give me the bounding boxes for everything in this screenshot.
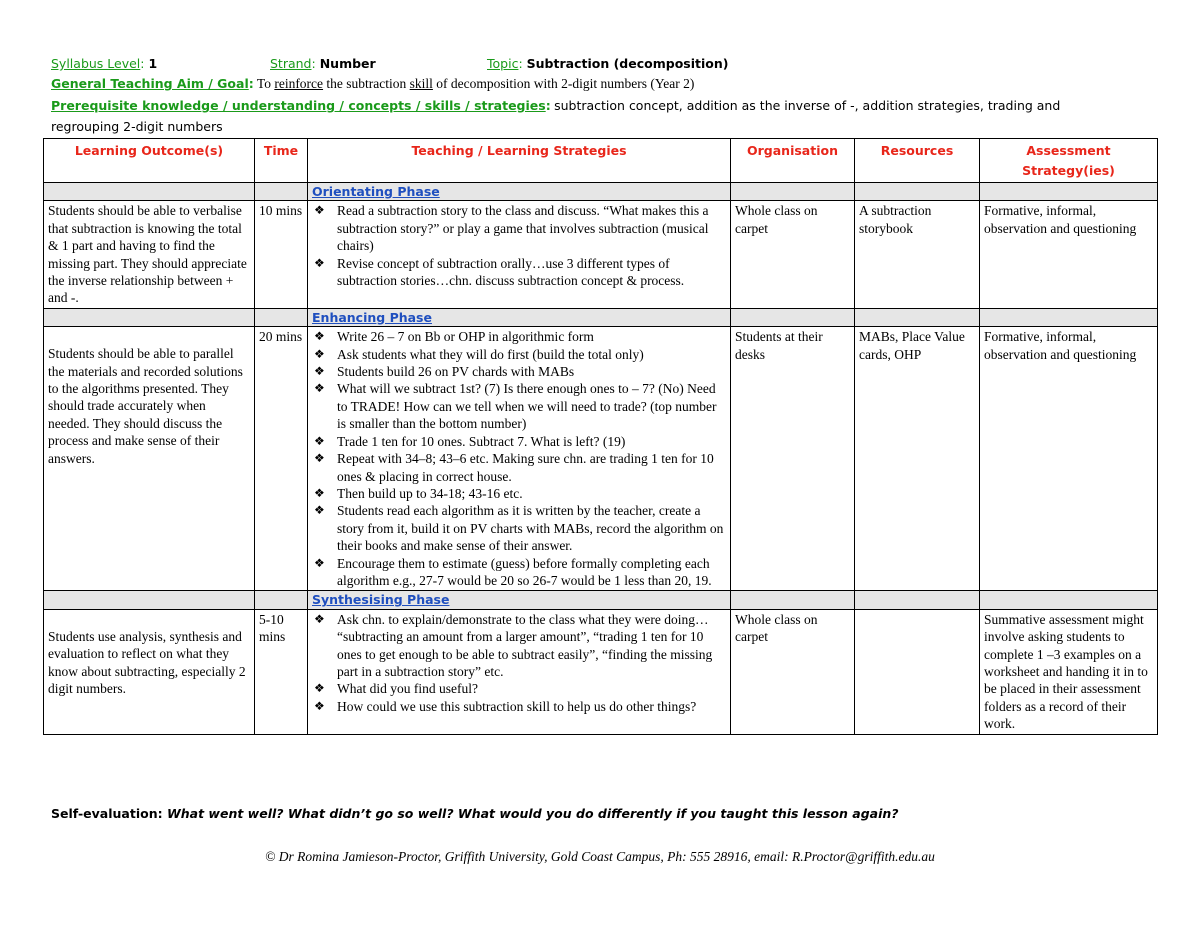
prereq-label: Prerequisite knowledge / understanding / concepts / skills / strategies [51, 98, 546, 113]
table-header-row [44, 139, 1158, 183]
phase-label: Enhancing Phase [312, 309, 432, 325]
time-cell: 10 mins [255, 201, 308, 308]
syllabus-value: 1 [148, 56, 158, 71]
lesson-plan-table [43, 138, 1158, 735]
col-strategies: Teaching / Learning Strategies [308, 139, 731, 183]
list-item: ❖ Revise concept of subtraction orally…use 3 different types of subtraction stories…chn. discuss subtraction concept & process. [314, 255, 685, 289]
time-cell: 20 mins [255, 327, 308, 591]
topic-label: Topic [487, 56, 519, 71]
list-item: ❖ What did you find useful? [314, 681, 478, 697]
list-item: ❖ Ask students what they will do first (build the total only) [314, 346, 644, 362]
organisation-cell: Whole class on carpet [731, 201, 855, 308]
phase-row-enhancing [44, 308, 1158, 326]
col-assessment: Assessment Strategy(ies) [980, 139, 1158, 183]
outcome-cell: Students use analysis, synthesis and evaluation to reflect on what they know about subtracting, especially 2 digit numbers. [44, 609, 255, 734]
footer-copyright: © Dr Romina Jamieson-Proctor, Griffith University, Gold Coast Campus, Ph: 555 28916, email: R.Proctor@griffith.edu.au [265, 849, 935, 864]
prerequisite: Prerequisite knowledge / understanding / concepts / skills / strategies: subtraction concept, addition as the inverse of -, addition strategies, trading and [51, 98, 1061, 113]
outcome-cell: Students should be able to verbalise that subtraction is knowing the total & 1 part and having to find the missing part. They should appreciate the inverse relationship between + and -. [44, 201, 255, 308]
strand-value: Number [319, 56, 376, 71]
list-item: ❖ Ask chn. to explain/demonstrate to the class what they were doing… “subtracting an amount from a larger amount”, “trading 1 ten for 10 ones to get enough to be able to subtract easily”, “finding the missing part in a subtraction story” etc. [314, 611, 713, 679]
diamond-bullet-icon: ❖ [314, 346, 325, 361]
list-item: ❖ How could we use this subtraction skill to help us do other things? [314, 698, 697, 714]
diamond-bullet-icon: ❖ [314, 485, 325, 500]
diamond-bullet-icon: ❖ [314, 503, 325, 518]
aim-word-skill: skill [409, 76, 433, 91]
phase-row-synthesising [44, 591, 1158, 609]
phase-label: Synthesising Phase [312, 592, 450, 608]
aim-label: General Teaching Aim / Goal [51, 76, 249, 91]
diamond-bullet-icon: ❖ [314, 611, 325, 626]
diamond-bullet-icon: ❖ [314, 203, 325, 218]
diamond-bullet-icon: ❖ [314, 433, 325, 448]
col-organisation: Organisation [731, 139, 855, 183]
diamond-bullet-icon: ❖ [314, 364, 325, 379]
outcome-cell: Students should be able to parallel the materials and recorded solutions to the algorithms presented. They should trade accurately when needed. They should discuss the process and make sense of their answers. [44, 327, 255, 591]
resources-cell [855, 609, 980, 734]
strategies-cell [308, 201, 731, 308]
phase-row-orientating [44, 183, 1158, 201]
list-item: ❖ Students build 26 on PV chards with MABs [314, 364, 575, 380]
organisation-cell: Whole class on carpet [731, 609, 855, 734]
diamond-bullet-icon: ❖ [314, 255, 325, 270]
diamond-bullet-icon: ❖ [314, 329, 325, 344]
list-item: ❖ What will we subtract 1st? (7) Is there enough ones to – 7? (No) Need to TRADE! How can we tell when we will need to trade? (top number is smaller than the bottom number) [314, 381, 717, 432]
list-item: ❖ Students read each algorithm as it is written by the teacher, create a story from it, build it on PV charts with MABs, record the algorithm on their books and make sense of their answer. [314, 503, 724, 554]
diamond-bullet-icon: ❖ [314, 555, 325, 570]
self-evaluation-label: Self-evaluation: [51, 806, 163, 821]
self-evaluation [51, 806, 899, 821]
list-item: ❖ Write 26 – 7 on Bb or OHP in algorithmic form [314, 329, 594, 345]
syllabus-label: Syllabus Level [51, 56, 141, 71]
time-cell: 5-10 mins [255, 609, 308, 734]
organisation-cell: Students at their desks [731, 327, 855, 591]
diamond-bullet-icon: ❖ [314, 698, 325, 713]
aim-post: of decomposition with 2-digit numbers (Year 2) [436, 76, 695, 91]
aim-mid: the subtraction [326, 76, 407, 91]
self-evaluation-text: What went well? What didn’t go so well? What would you do differently if you taught this lesson again? [166, 806, 899, 821]
teaching-aim: General Teaching Aim / Goal: To reinforce the subtraction skill of decomposition with 2-digit numbers (Year 2) [51, 76, 695, 91]
col-resources: Resources [855, 139, 980, 183]
diamond-bullet-icon: ❖ [314, 381, 325, 396]
header-line-1: Syllabus Level: 1 [51, 56, 158, 71]
table-row [44, 201, 1158, 308]
list-item: ❖ Then build up to 34-18; 43-16 etc. [314, 485, 523, 501]
table-row [44, 609, 1158, 734]
col-time: Time [255, 139, 308, 183]
aim-word-reinforce: reinforce [274, 76, 324, 91]
aim-pre: To [256, 76, 271, 91]
table-row [44, 327, 1158, 591]
assessment-cell: Formative, informal, observation and questioning [980, 327, 1158, 591]
topic-value: Subtraction (decomposition) [526, 56, 729, 71]
list-item: ❖ Trade 1 ten for 10 ones. Subtract 7. What is left? (19) [314, 433, 626, 449]
prereq-text-2: regrouping 2-digit numbers [51, 119, 223, 134]
list-item: ❖ Read a subtraction story to the class and discuss. “What makes this a subtraction story?” or play a game that involves subtraction (musical chairs) [314, 203, 709, 254]
strategies-cell [308, 609, 731, 734]
prereq-text: subtraction concept, addition as the inverse of -, addition strategies, trading and [554, 98, 1061, 113]
resources-cell: MABs, Place Value cards, OHP [855, 327, 980, 591]
col-learning-outcomes: Learning Outcome(s) [44, 139, 255, 183]
assessment-cell: Formative, informal, observation and questioning [980, 201, 1158, 308]
topic: Topic: Subtraction (decomposition) [487, 56, 729, 71]
assessment-cell: Summative assessment might involve asking students to complete 1 –3 examples on a worksheet and handing it in to be placed in their assessment folders as a record of their work. [980, 609, 1158, 734]
list-item: ❖ Repeat with 34–8; 43–6 etc. Making sure chn. are trading 1 ten for 10 ones & placing in correct house. [314, 451, 714, 484]
list-item: ❖ Encourage them to estimate (guess) before formally completing each algorithm e.g., 27-7 would be 20 so 26-7 would be 1 less than 20, 19. [314, 555, 712, 588]
diamond-bullet-icon: ❖ [314, 681, 325, 696]
strand-label: Strand [270, 56, 312, 71]
strategies-cell [308, 327, 731, 591]
strand: Strand: Number [270, 56, 376, 71]
diamond-bullet-icon: ❖ [314, 451, 325, 466]
resources-cell: A subtraction storybook [855, 201, 980, 308]
phase-label: Orientating Phase [312, 184, 440, 199]
